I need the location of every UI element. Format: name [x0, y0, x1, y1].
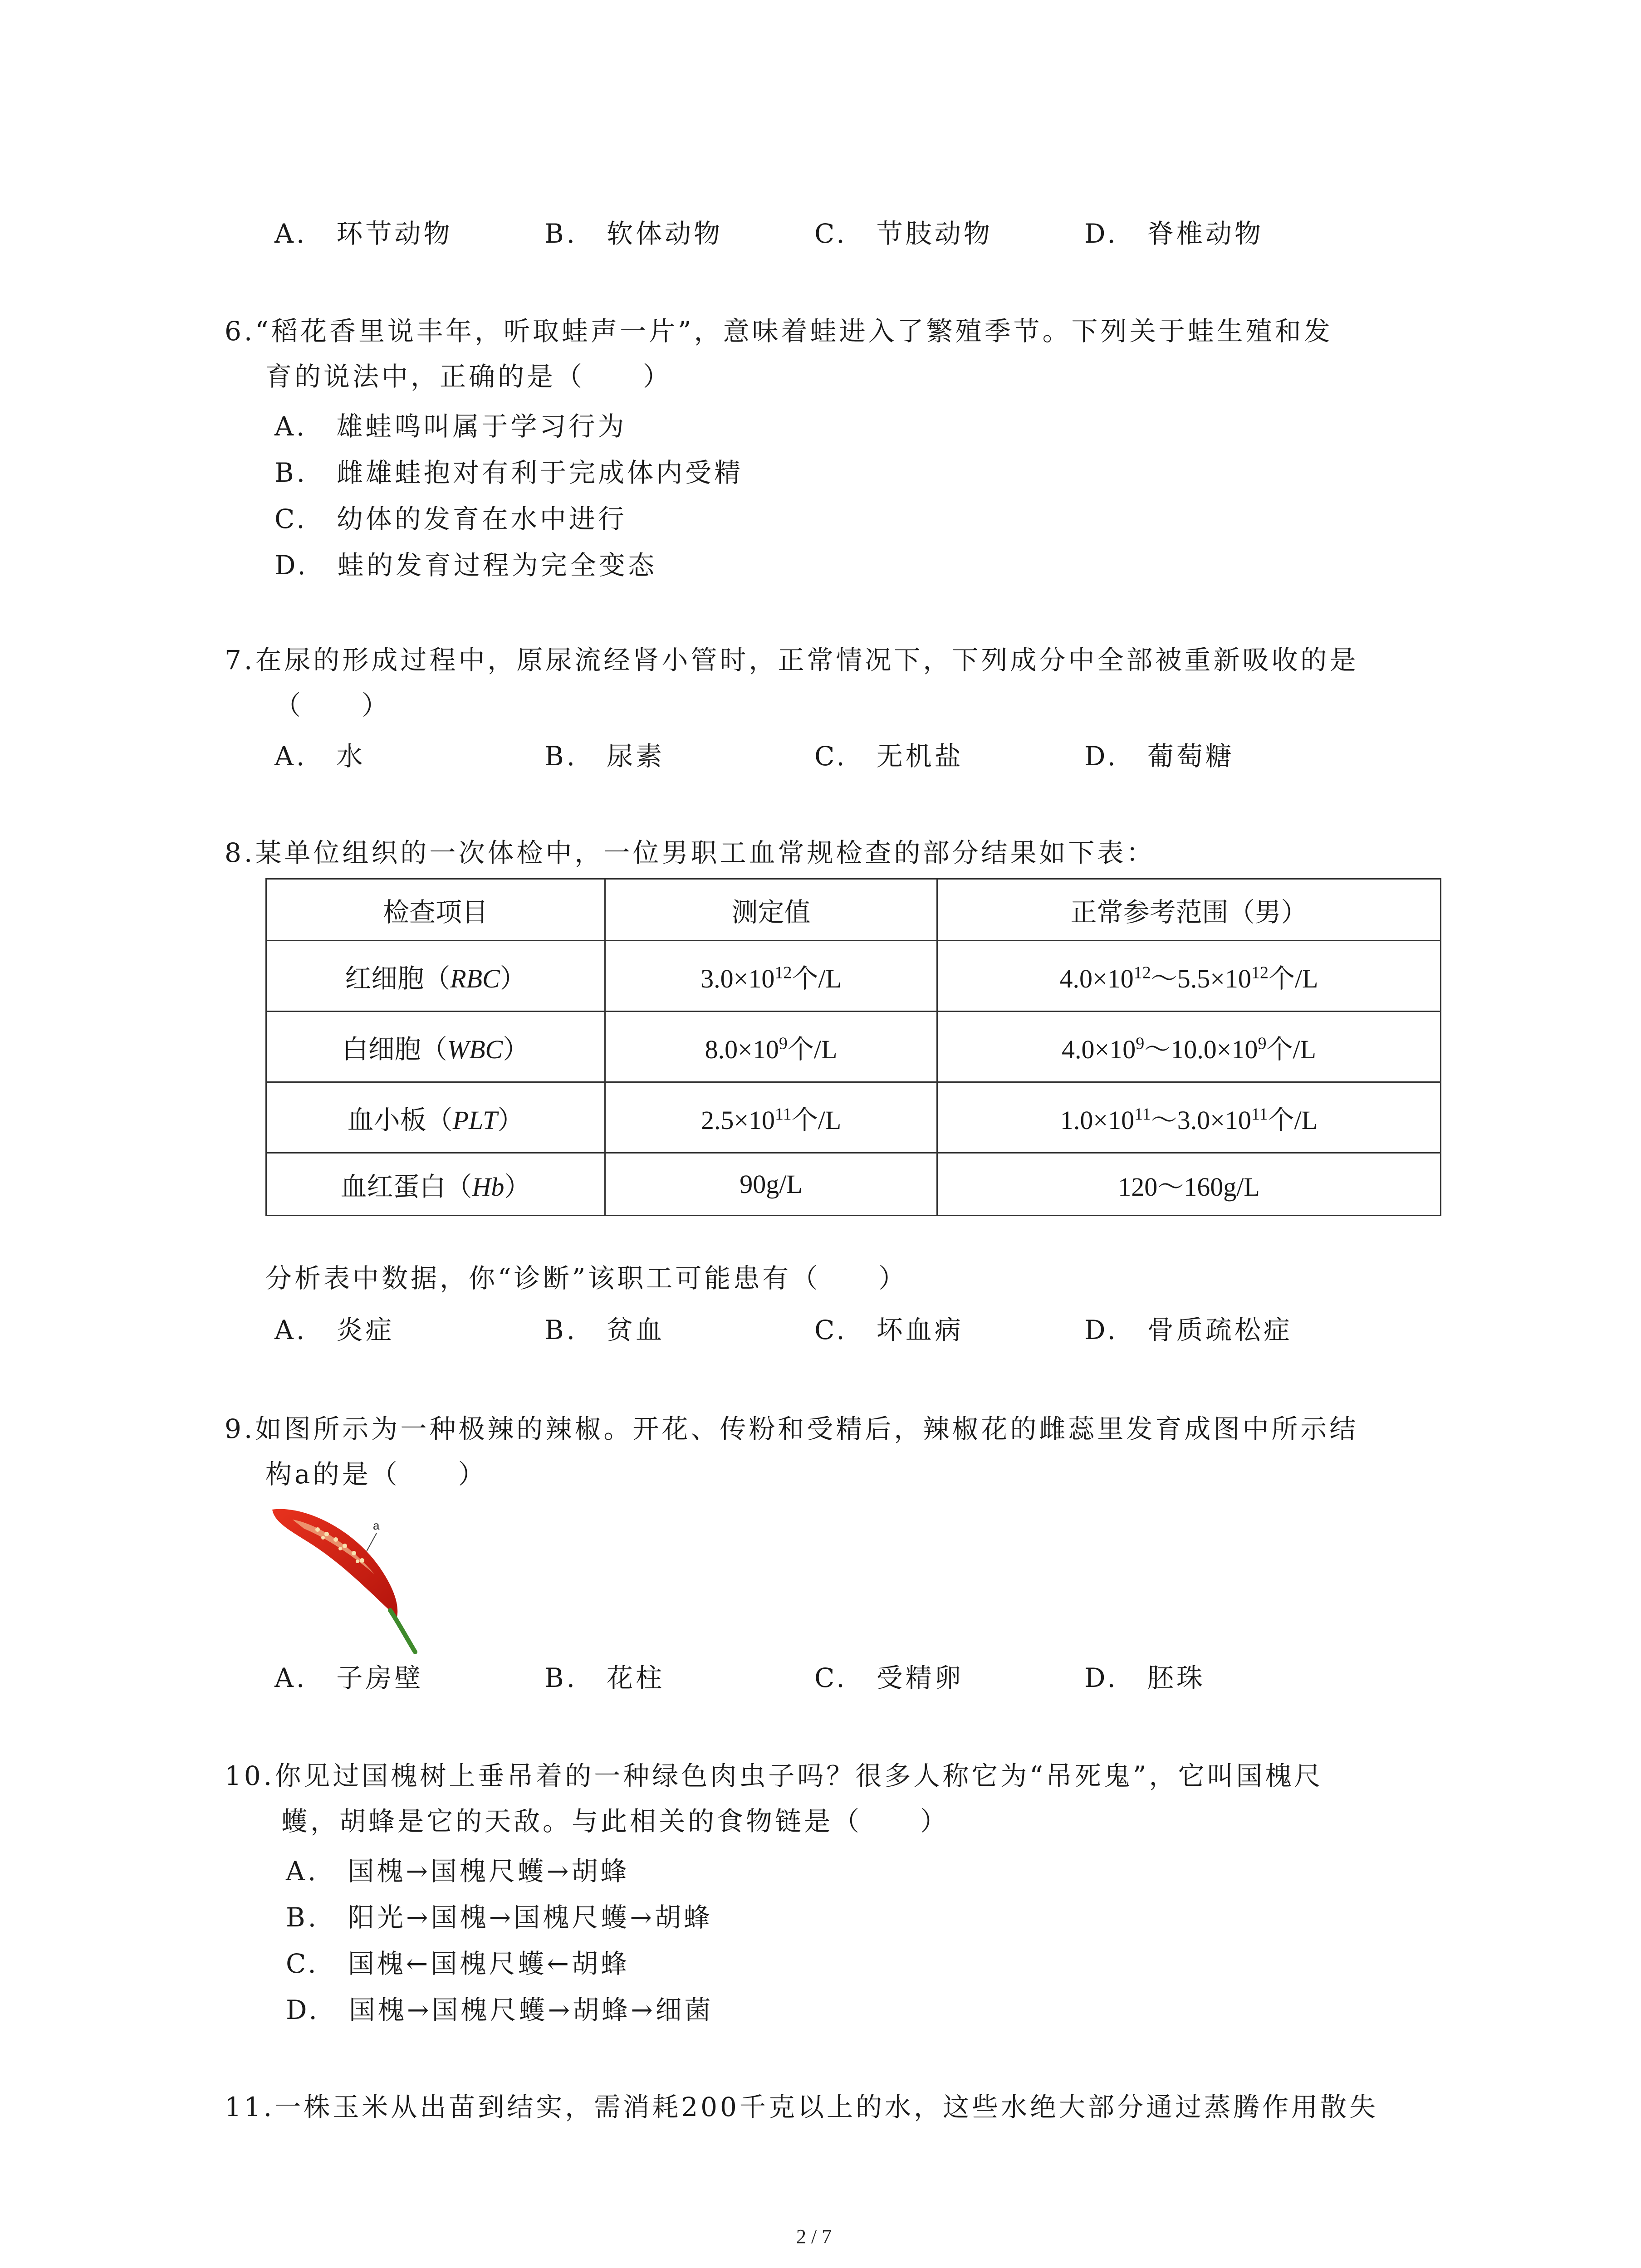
q8-stem: 8.某单位组织的一次体检中，一位男职工血常规检查的部分结果如下表： — [225, 837, 1156, 868]
q7-option-a[interactable]: A. 水 — [274, 741, 366, 772]
q10-stem-line1: 10.你见过国槐树上垂吊着的一种绿色肉虫子吗？很多人称它为“吊死鬼”，它叫国槐尺 — [225, 1760, 1323, 1791]
table-row — [266, 941, 1441, 1012]
q7-stem-line1: 7.在尿的形成过程中，原尿流经肾小管时，正常情况下，下列成分中全部被重新吸收的是 — [225, 645, 1359, 675]
header-item: 检查项目 — [266, 879, 605, 941]
q6-option-b[interactable]: B. 雌雄蛙抱对有利于完成体内受精 — [274, 457, 744, 488]
q8-followup: 分析表中数据，你“诊断”该职工可能患有（ ） — [265, 1263, 908, 1294]
q9-option-a[interactable]: A. 子房壁 — [274, 1662, 424, 1693]
row-item: 血小板（PLT） — [266, 1082, 605, 1153]
chili-pepper-figure — [268, 1501, 449, 1656]
row-range: $4.0\times 10^9\sim 10.0\times 10^9$个/L — [937, 1012, 1441, 1082]
table-row — [266, 1082, 1441, 1153]
row-item: 红细胞（RBC） — [266, 941, 605, 1012]
row-value: 90g/L — [605, 1153, 937, 1216]
table-row — [266, 1012, 1441, 1082]
q7-option-c[interactable]: C. 无机盐 — [814, 741, 964, 772]
q6-option-d[interactable]: D. 蛙的发育过程为完全变态 — [274, 550, 657, 581]
q7-option-b[interactable]: B. 尿素 — [544, 741, 665, 772]
q8-option-d[interactable]: D. 骨质疏松症 — [1084, 1315, 1293, 1345]
q10-option-d[interactable]: D. 国槐→国槐尺蠖→胡蜂→细菌 — [286, 1994, 714, 2025]
row-value: $2.5\times 10^{11}$个/L — [605, 1082, 937, 1153]
q6-option-c[interactable]: C. 幼体的发育在水中进行 — [274, 503, 627, 534]
page-number: 2 / 7 — [796, 2225, 832, 2248]
row-item: 白细胞（WBC） — [266, 1012, 605, 1082]
header-range: 正常参考范围（男） — [937, 879, 1441, 941]
row-item: 血红蛋白（Hb） — [266, 1153, 605, 1216]
q11-stem: 11.一株玉米从出苗到结实，需消耗200千克以上的水，这些水绝大部分通过蒸腾作用散失 — [225, 2092, 1378, 2122]
row-range: $1.0\times 10^{11}\sim 3.0\times 10^{11}$个/L — [937, 1082, 1441, 1153]
q10-option-a[interactable]: A. 国槐→国槐尺蠖→胡蜂 — [286, 1856, 630, 1887]
q10-stem-line2: 蠖，胡蜂是它的天敌。与此相关的食物链是（ ） — [281, 1806, 950, 1837]
figure-label-a: a — [373, 1519, 380, 1532]
table-header-row — [266, 879, 1441, 941]
q7-stem-line2: （ ） — [274, 690, 391, 721]
chili-stem — [390, 1610, 415, 1652]
row-value: $8.0\times 10^9$个/L — [605, 1012, 937, 1082]
table-row — [266, 1153, 1441, 1216]
q5-option-b[interactable]: B. 软体动物 — [544, 218, 723, 249]
q8-option-c[interactable]: C. 坏血病 — [814, 1315, 964, 1345]
q6-option-a[interactable]: A. 雄蛙鸣叫属于学习行为 — [274, 411, 627, 442]
q5-option-a[interactable]: A. 环节动物 — [274, 218, 453, 249]
q9-option-b[interactable]: B. 花柱 — [544, 1662, 665, 1693]
q9-stem-line1: 9.如图所示为一种极辣的辣椒。开花、传粉和受精后，辣椒花的雌蕊里发育成图中所示结 — [225, 1413, 1359, 1444]
row-range: 120～160g/L — [937, 1153, 1441, 1216]
q6-stem-line1: 6.“稻花香里说丰年，听取蛙声一片”，意味着蛙进入了繁殖季节。下列关于蛙生殖和发 — [225, 316, 1333, 347]
q8-option-a[interactable]: A. 炎症 — [274, 1315, 395, 1345]
q10-option-c[interactable]: C. 国槐←国槐尺蠖←胡蜂 — [286, 1948, 630, 1979]
q7-option-d[interactable]: D. 葡萄糖 — [1084, 741, 1234, 772]
header-value: 测定值 — [605, 879, 937, 941]
q6-stem-line2: 育的说法中，正确的是（ ） — [265, 361, 672, 392]
row-range: $4.0\times 10^{12}\sim 5.5\times 10^{12}$个/L — [937, 941, 1441, 1012]
q5-option-d[interactable]: D. 脊椎动物 — [1084, 218, 1264, 249]
q5-option-c[interactable]: C. 节肢动物 — [814, 218, 993, 249]
q10-option-b[interactable]: B. 阳光→国槐→国槐尺蠖→胡蜂 — [286, 1902, 713, 1933]
q9-option-c[interactable]: C. 受精卵 — [814, 1662, 964, 1693]
q9-option-d[interactable]: D. 胚珠 — [1084, 1662, 1205, 1693]
label-pointer — [367, 1533, 377, 1551]
q8-option-b[interactable]: B. 贫血 — [544, 1315, 665, 1345]
q9-stem-line2: 构a的是（ ） — [265, 1459, 487, 1490]
blood-test-table — [265, 878, 1441, 1216]
row-value: $3.0\times 10^{12}$个/L — [605, 941, 937, 1012]
